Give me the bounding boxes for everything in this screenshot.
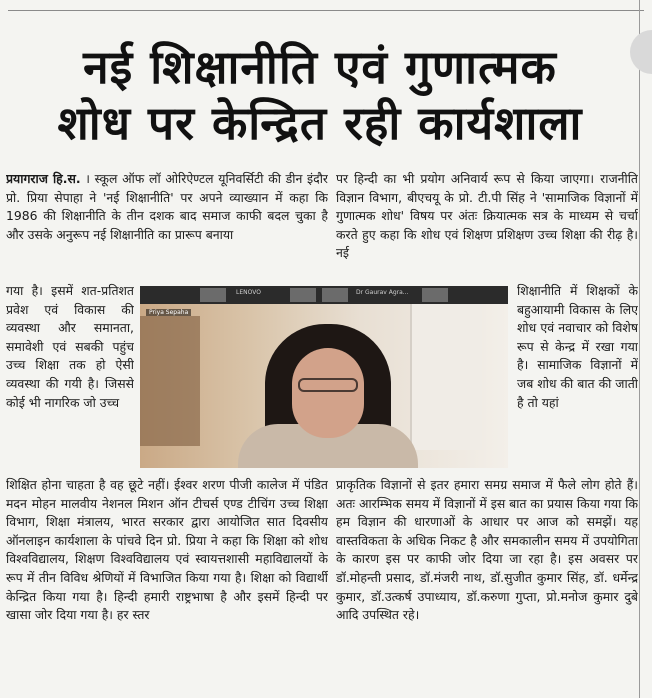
camera-label: Priya Sepaha [146,309,191,316]
bookshelf [140,316,200,446]
headline [10,40,630,152]
dateline: प्रयागराज हि.स. [6,171,81,186]
video-call-photo [140,286,508,468]
headline-line-1: नई शिक्षानीति एवं गुणात्मक [83,40,557,94]
column-2-wrap-text: शिक्षानीति में शिक्षकों के बहुआयामी विकास के लिए शोध एवं नवाचार को विशेष रूप से केन्द्र में रखा गया है। सामाजिक विज्ञानों में जब शोध की बात की जाती है तो यहां [517,283,638,410]
speaker-face [292,348,364,438]
door [410,304,482,450]
article-column-1 [6,170,328,282]
video-call-top-bar [140,286,508,304]
participant-label: LENOVO [236,289,261,296]
column-2-intro: पर हिन्दी का भी प्रयोग अनिवार्य रूप से किया जाएगा। राजनीति विज्ञान विभाग, बीएचयू के प्रो. टी.पी सिंह ने 'सामाजिक विज्ञानों में गुणात्मक शोध' विषय पर अंतः क्रियात्मक सत्र के माध्यम से चर्चा करते हुए कहा कि शोध एवं शिक्षण प्रशिक्षण उच्च शिक्षा की रीढ़ है। नई [336,171,638,261]
participant-label: Dr Gaurav Agra... [356,289,409,296]
participant-thumbnail [290,288,316,302]
column-1-continued: शिक्षित होना चाहता है वह छूटे नहीं। ईश्वर शरण पीजी कालेज में पंडित मदन मोहन मालवीय नेशनल मिशन ऑन टीचर्स एण्ड टीचिंग उच्च शिक्षा विभाग, शिक्षा मंत्रालय, भारत सरकार द्वारा आयोजित सात दिवसीय ऑनलाइन कार्यशाला के पांचवे दिन प्रो. प्रिया ने कहा कि शिक्षा को शोध विश्वविद्यालय, शिक्षण विश्वविद्यालय एवं स्वायत्तशासी महाविद्यालयों के रूप में तीन विविध श्रेणियों में विभाजित किया गया है। शिक्षा को विद्यार्थी केन्द्रित किया गया है। हिन्दी हमारी राष्ट्रभाषा है और इसमें हिन्दी पर खासा जोर दिया गया है। हर स्तर [6,477,328,623]
participant-thumbnail [422,288,448,302]
column-1-intro: । स्कूल ऑफ लॉ ओरिऐण्टल यूनिवर्सिटी की डीन इंदौर प्रो. प्रिया सेपाहा ने 'नई शिक्षानीति' पर अपने व्याख्यान में कहा कि 1986 की शिक्षानीति के तीन दशक बाद समाज काफी बदल चुका है और उसके अनुरूप नई शिक्षानीति का प्रारूप बनाया [6,171,328,242]
headline-line-2: शोध पर केन्द्रित रही कार्यशाला [57,96,583,150]
speaker-glasses [298,378,358,392]
column-1-wrap-text: गया है। इसमें शत-प्रतिशत प्रवेश एवं विकास की व्यवस्था और समानता, समावेशी एवं सबकी पहुंच उच्च शिक्षा तक हो ऐसी व्यवस्था की गयी है। जिससे कोई भी नागरिक जो उच्च [6,283,134,410]
column-2-continued: प्राकृतिक विज्ञानों से इतर हमारा समग्र समाज में फैले लोग होते हैं। अतः आरम्भिक समय में विज्ञानों में इस बात का प्रयास किया गया कि हम विज्ञान की धारणाओं के आधार पर आज को समझें। यह वास्तविकता के अधिक निकट है और समकालीन समय में उपयोगिता के कारण इस पर काफी जोर दिया जा रहा है। इस अवसर पर डॉ.मोहन्ती प्रसाद, डॉ.मंजरी नाथ, डॉ.सुजीत कुमार सिंह, डॉ. धर्मेन्द्र कुमार, डॉ.उत्कर्ष उपाध्याय, डॉ.करुणा गुप्ता, प्रो.मनोज कुमार दुबे आदि उपस्थित रहे। [336,477,638,623]
participant-thumbnail [322,288,348,302]
participant-thumbnail [200,288,226,302]
right-rule [639,0,640,698]
corner-badge [630,30,652,74]
top-rule [8,10,644,11]
